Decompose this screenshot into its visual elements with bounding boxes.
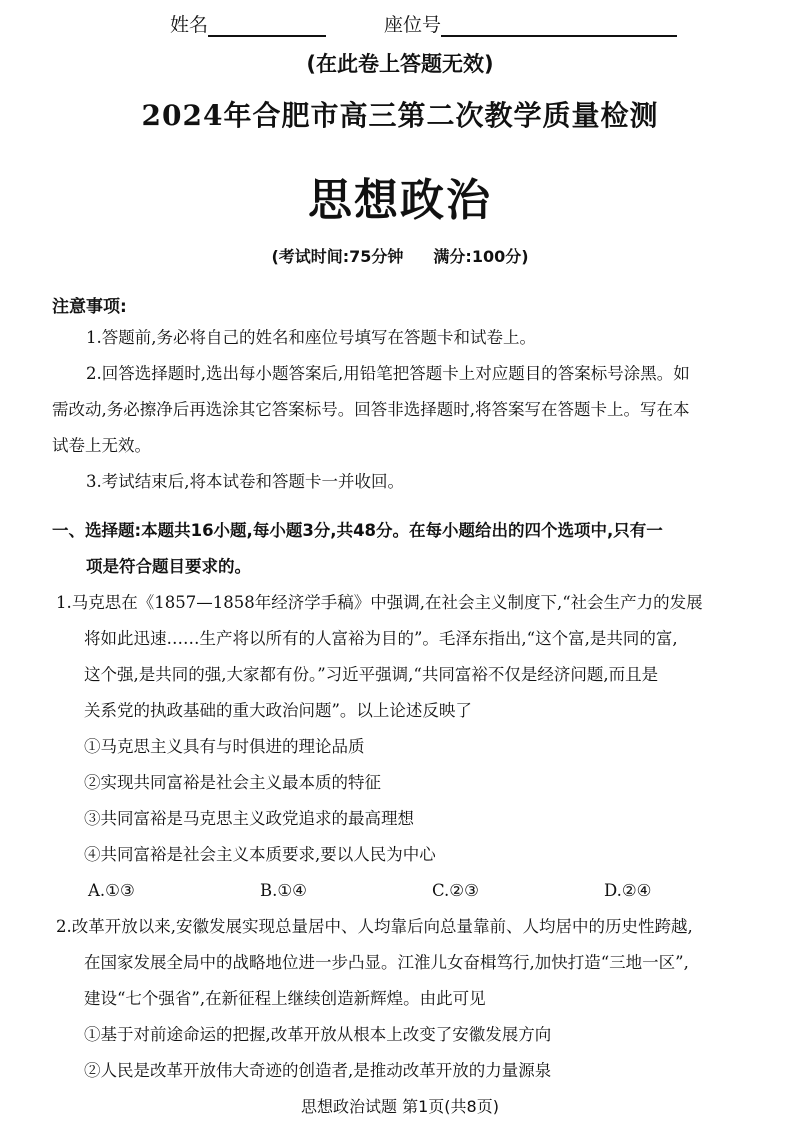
exam-meta bbox=[0, 244, 800, 267]
statement: ①马克思主义具有与时俱进的理论品质 bbox=[84, 737, 365, 756]
statement: ②人民是改革开放伟大奇迹的创造者,是推动改革开放的力量源泉 bbox=[84, 1061, 552, 1080]
statement: ①基于对前途命运的把握,改革开放从根本上改变了安徽发展方向 bbox=[84, 1025, 552, 1044]
option-b: B.①④ bbox=[260, 881, 307, 900]
question-stem-line: 2.改革开放以来,安徽发展实现总量居中、人均靠后向总量靠前、人均居中的历史性跨越, bbox=[56, 917, 693, 936]
invalid-note: (在此卷上答题无效) bbox=[306, 52, 494, 76]
statement: ③共同富裕是马克思主义政党追求的最高理想 bbox=[84, 809, 414, 828]
statement: ④共同富裕是社会主义本质要求,要以人民为中心 bbox=[84, 845, 436, 864]
name-label: 姓名 bbox=[170, 14, 209, 36]
question-1 bbox=[0, 585, 800, 909]
option-c: C.②③ bbox=[432, 881, 479, 900]
notice-item: 2.回答选择题时,选出每小题答案后,用铅笔把答题卡上对应题目的答案标号涂黑。如 bbox=[86, 364, 690, 383]
exam-score: 满分:100分) bbox=[433, 247, 529, 266]
section-line: 一、选择题:本题共16小题,每小题3分,共48分。在每小题给出的四个选项中,只有一 bbox=[52, 521, 663, 540]
notice-item: 1.答题前,务必将自己的姓名和座位号填写在答题卡和试卷上。 bbox=[86, 328, 536, 347]
seat-blank bbox=[441, 13, 677, 37]
question-stem-line: 将如此迅速……生产将以所有的人富裕为目的”。毛泽东指出,“这个富,是共同的富, bbox=[84, 629, 678, 648]
exam-time: (考试时间:75分钟 bbox=[271, 247, 404, 266]
notice-title: 注意事项: bbox=[52, 297, 127, 317]
page-footer: 思想政治试题 第1页(共8页) bbox=[301, 1097, 499, 1116]
name-blank bbox=[208, 13, 326, 37]
answer-options bbox=[0, 873, 800, 909]
option-d: D.②④ bbox=[604, 881, 652, 900]
subject-title: 思想政治 bbox=[308, 175, 492, 226]
candidate-info-row bbox=[170, 10, 677, 37]
question-stem-line: 关系党的执政基础的重大政治问题”。以上论述反映了 bbox=[84, 701, 472, 720]
notice-item: 试卷上无效。 bbox=[52, 436, 151, 455]
question-stem-line: 建设“七个强省”,在新征程上继续创造新辉煌。由此可见 bbox=[84, 989, 486, 1008]
section-heading bbox=[0, 513, 800, 585]
question-stem-line: 1.马克思在《1857—1858年经济学手稿》中强调,在社会主义制度下,“社会生产力的发展 bbox=[56, 593, 703, 612]
section-line: 项是符合题目要求的。 bbox=[86, 557, 251, 576]
notice-list bbox=[0, 320, 800, 500]
seat-label: 座位号 bbox=[384, 14, 442, 36]
exam-title: 2024年合肥市高三第二次教学质量检测 bbox=[141, 99, 659, 132]
notice-item: 需改动,务必擦净后再选涂其它答案标号。回答非选择题时,将答案写在答题卡上。写在本 bbox=[52, 400, 690, 419]
notice-item: 3.考试结束后,将本试卷和答题卡一并收回。 bbox=[86, 472, 404, 491]
question-stem-line: 这个强,是共同的强,大家都有份。”习近平强调,“共同富裕不仅是经济问题,而且是 bbox=[84, 665, 659, 684]
question-2 bbox=[0, 909, 800, 1089]
question-stem-line: 在国家发展全局中的战略地位进一步凸显。江淮儿女奋楫笃行,加快打造“三地一区”, bbox=[84, 953, 689, 972]
statement: ②实现共同富裕是社会主义最本质的特征 bbox=[84, 773, 381, 792]
option-a: A.①③ bbox=[88, 881, 135, 900]
